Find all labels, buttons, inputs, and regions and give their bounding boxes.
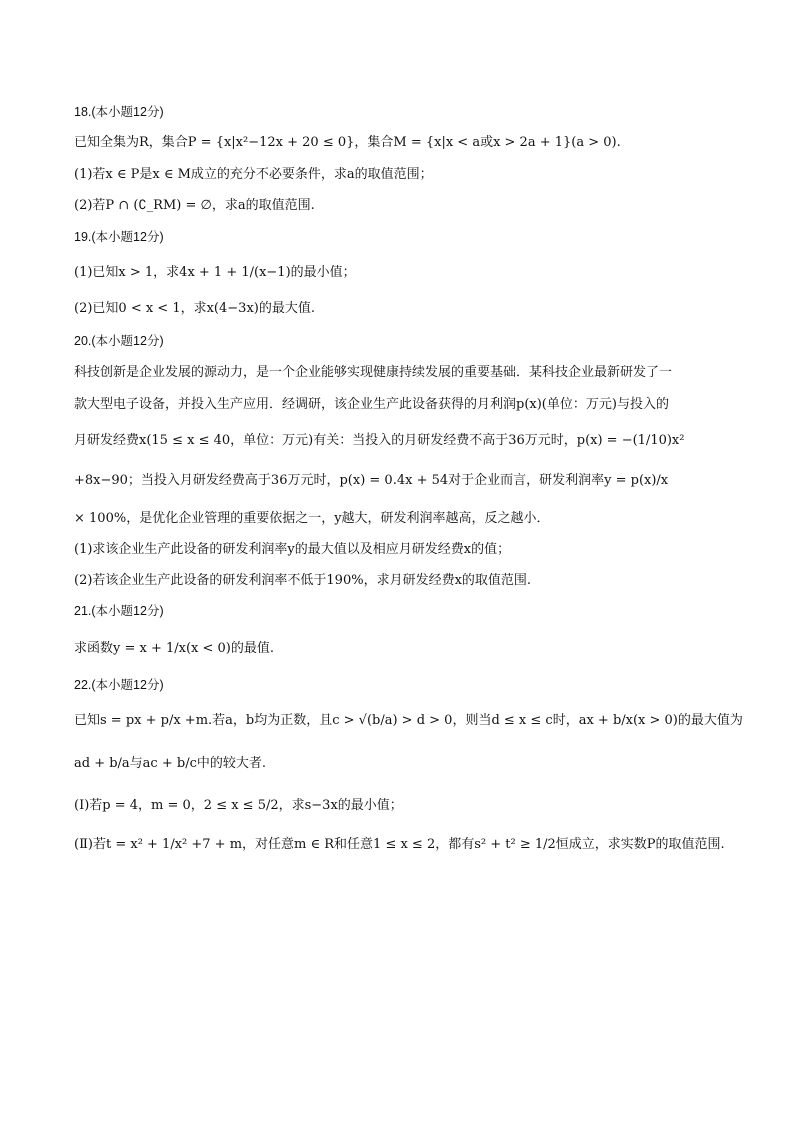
question-20-line-3: 月研发经费x(15 ≤ x ≤ 40，单位：万元)有关：当投入的月研发经费不高于36万元时，p(x) = −(1/10)x² bbox=[74, 433, 685, 448]
question-19-header: 19.(本小题12分) bbox=[74, 230, 164, 244]
question-20-line-1: 科技创新是企业发展的源动力，是一个企业能够实现健康持续发展的重要基础．某科技企业最新研发了一 bbox=[74, 365, 673, 380]
question-20-line-2: 款大型电子设备，并投入生产应用．经调研，该企业生产此设备获得的月利润p(x)(单位：万元)与投入的 bbox=[74, 397, 669, 412]
question-20-line-4: +8x−90；当投入月研发经费高于36万元时，p(x) = 0.4x + 54对于企业而言，研发利润率y = p(x)/x bbox=[74, 473, 669, 488]
question-22-header: 22.(本小题12分) bbox=[74, 678, 164, 692]
question-21-header: 21.(本小题12分) bbox=[74, 604, 164, 618]
question-20-part-1: (1)求该企业生产此设备的研发利润率y的最大值以及相应月研发经费x的值； bbox=[74, 542, 511, 557]
question-18-header: 18.(本小题12分) bbox=[74, 105, 164, 119]
question-19-part-2: (2)已知0 < x < 1，求x(4−3x)的最大值. bbox=[74, 301, 315, 316]
question-22-stem-1: 已知s = px + p/x +m.若a，b均为正数，且c > √(b/a) > d > 0，则当d ≤ x ≤ c时，ax + b/x(x > 0)的最大值为 bbox=[74, 713, 743, 728]
question-18-stem: 已知全集为R，集合P = {x|x²−12x + 20 ≤ 0}，集合M = {x|x < a或x > 2a + 1}(a > 0). bbox=[74, 135, 621, 150]
question-20-line-5: × 100%，是优化企业管理的重要依据之一，y越大，研发利润率越高，反之越小． bbox=[74, 511, 550, 526]
question-21-stem: 求函数y = x + 1/x(x < 0)的最值. bbox=[74, 641, 275, 656]
question-22-stem-2: ad + b/a与ac + b/c中的较大者. bbox=[74, 756, 266, 771]
question-18-part-2: (2)若P ∩ (∁_RM) = ∅，求a的取值范围. bbox=[74, 198, 315, 213]
question-20-header: 20.(本小题12分) bbox=[74, 334, 164, 348]
question-22-part-2: (Ⅱ)若t = x² + 1/x² +7 + m，对任意m ∈ R和任意1 ≤ x ≤ 2，都有s² + t² ≥ 1/2恒成立，求实数P的取值范围. bbox=[74, 837, 725, 852]
question-19-part-1: (1)已知x > 1，求4x + 1 + 1/(x−1)的最小值； bbox=[74, 265, 356, 280]
question-22-part-1: (Ⅰ)若p = 4，m = 0，2 ≤ x ≤ 5/2，求s−3x的最小值； bbox=[74, 798, 403, 813]
question-18-part-1: (1)若x ∈ P是x ∈ M成立的充分不必要条件，求a的取值范围； bbox=[74, 167, 433, 182]
question-20-part-2: (2)若该企业生产此设备的研发利润率不低于190%，求月研发经费x的取值范围. bbox=[74, 573, 532, 588]
